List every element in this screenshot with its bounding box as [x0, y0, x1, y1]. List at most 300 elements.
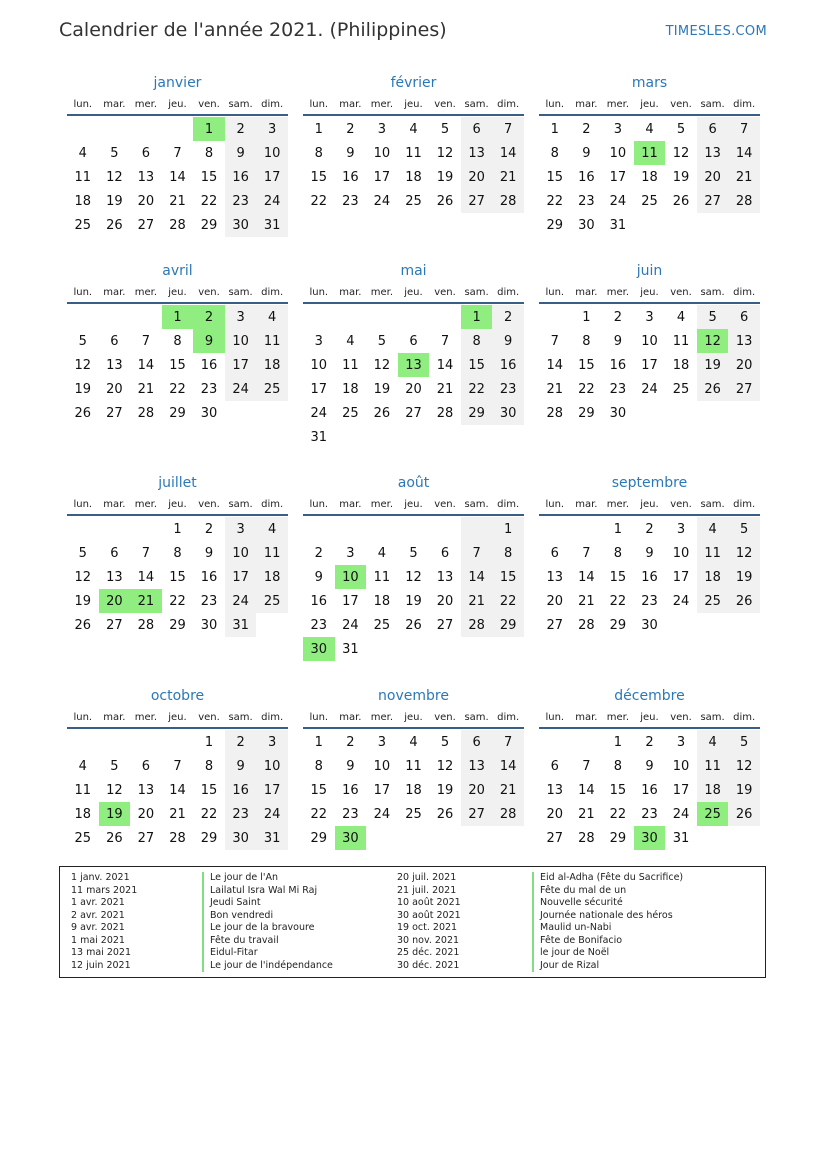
day-cell[interactable]: 28 — [546, 405, 564, 421]
day-cell[interactable]: 19 — [436, 782, 454, 798]
holiday-day[interactable]: 1 — [193, 117, 225, 141]
day-cell[interactable]: 23 — [310, 617, 328, 633]
day-cell[interactable]: 24 — [256, 189, 288, 213]
day-cell[interactable]: 2 — [225, 117, 257, 141]
day-cell[interactable]: 27 — [405, 405, 422, 421]
day-cell[interactable]: 8 — [461, 329, 493, 353]
day-cell[interactable]: 7 — [550, 333, 559, 349]
day-cell[interactable]: 11 — [405, 145, 422, 161]
day-cell[interactable]: 12 — [74, 357, 92, 373]
day-cell[interactable]: 5 — [110, 145, 119, 161]
day-cell[interactable]: 25 — [405, 193, 422, 209]
day-cell[interactable]: 19 — [106, 193, 123, 209]
day-cell[interactable]: 4 — [409, 734, 418, 750]
day-cell[interactable]: 16 — [200, 569, 218, 585]
day-cell[interactable]: 26 — [106, 217, 123, 233]
day-cell[interactable]: 22 — [169, 381, 186, 397]
day-cell[interactable]: 15 — [310, 169, 328, 185]
day-cell[interactable]: 4 — [409, 121, 418, 137]
day-cell[interactable]: 6 — [409, 333, 418, 349]
day-cell[interactable]: 29 — [169, 405, 186, 421]
day-cell[interactable]: 19 — [697, 353, 729, 377]
day-cell[interactable]: 11 — [256, 541, 288, 565]
day-cell[interactable]: 12 — [728, 754, 760, 778]
day-cell[interactable]: 14 — [461, 565, 493, 589]
day-cell[interactable]: 2 — [645, 734, 654, 750]
day-cell[interactable]: 29 — [546, 217, 564, 233]
day-cell[interactable]: 18 — [641, 169, 658, 185]
day-cell[interactable]: 29 — [578, 405, 595, 421]
day-cell[interactable]: 26 — [373, 405, 391, 421]
day-cell[interactable]: 29 — [609, 617, 627, 633]
day-cell[interactable]: 23 — [342, 806, 359, 822]
day-cell[interactable]: 27 — [728, 377, 760, 401]
day-cell[interactable]: 3 — [225, 305, 257, 329]
day-cell[interactable]: 31 — [672, 830, 690, 846]
day-cell[interactable]: 23 — [492, 377, 524, 401]
day-cell[interactable]: 25 — [373, 617, 391, 633]
day-cell[interactable]: 18 — [405, 782, 422, 798]
day-cell[interactable]: 4 — [676, 309, 686, 325]
day-cell[interactable]: 6 — [110, 333, 119, 349]
day-cell[interactable]: 21 — [461, 589, 493, 613]
day-cell[interactable]: 12 — [728, 541, 760, 565]
day-cell[interactable]: 9 — [225, 141, 257, 165]
day-cell[interactable]: 30 — [578, 217, 595, 233]
day-cell[interactable]: 28 — [436, 405, 454, 421]
day-cell[interactable]: 3 — [377, 734, 387, 750]
day-cell[interactable]: 14 — [169, 169, 186, 185]
day-cell[interactable]: 24 — [225, 589, 257, 613]
holiday-day[interactable]: 10 — [335, 565, 367, 589]
day-cell[interactable]: 24 — [310, 405, 328, 421]
day-cell[interactable]: 29 — [461, 401, 493, 425]
holiday-day[interactable]: 2 — [193, 305, 225, 329]
holiday-day[interactable]: 25 — [697, 802, 729, 826]
day-cell[interactable]: 28 — [492, 802, 524, 826]
day-cell[interactable]: 3 — [256, 117, 288, 141]
day-cell[interactable]: 12 — [106, 782, 123, 798]
day-cell[interactable]: 17 — [225, 565, 257, 589]
day-cell[interactable]: 23 — [200, 593, 218, 609]
day-cell[interactable]: 15 — [609, 569, 627, 585]
day-cell[interactable]: 22 — [310, 193, 328, 209]
day-cell[interactable]: 26 — [728, 589, 760, 613]
day-cell[interactable]: 21 — [728, 165, 760, 189]
day-cell[interactable]: 10 — [373, 145, 391, 161]
day-cell[interactable]: 28 — [169, 217, 186, 233]
day-cell[interactable]: 15 — [200, 782, 218, 798]
day-cell[interactable]: 17 — [672, 782, 690, 798]
day-cell[interactable]: 10 — [609, 145, 627, 161]
day-cell[interactable]: 28 — [728, 189, 760, 213]
day-cell[interactable]: 21 — [169, 806, 186, 822]
day-cell[interactable]: 23 — [641, 806, 658, 822]
day-cell[interactable]: 15 — [578, 357, 595, 373]
day-cell[interactable]: 26 — [436, 193, 454, 209]
day-cell[interactable]: 28 — [137, 617, 155, 633]
day-cell[interactable]: 10 — [672, 545, 690, 561]
day-cell[interactable]: 13 — [137, 782, 155, 798]
day-cell[interactable]: 15 — [310, 782, 328, 798]
day-cell[interactable]: 20 — [546, 593, 564, 609]
day-cell[interactable]: 5 — [440, 121, 450, 137]
day-cell[interactable]: 8 — [613, 758, 623, 774]
day-cell[interactable]: 21 — [578, 593, 595, 609]
day-cell[interactable]: 30 — [641, 617, 658, 633]
day-cell[interactable]: 8 — [204, 145, 214, 161]
day-cell[interactable]: 11 — [697, 541, 729, 565]
day-cell[interactable]: 9 — [645, 545, 654, 561]
day-cell[interactable]: 7 — [173, 145, 182, 161]
day-cell[interactable]: 8 — [314, 145, 323, 161]
day-cell[interactable]: 12 — [74, 569, 92, 585]
day-cell[interactable]: 8 — [314, 758, 323, 774]
day-cell[interactable]: 24 — [373, 806, 391, 822]
day-cell[interactable]: 26 — [728, 802, 760, 826]
day-cell[interactable]: 31 — [256, 213, 288, 237]
day-cell[interactable]: 17 — [342, 593, 359, 609]
day-cell[interactable]: 8 — [613, 545, 623, 561]
day-cell[interactable]: 5 — [78, 545, 87, 561]
day-cell[interactable]: 1 — [613, 521, 623, 537]
day-cell[interactable]: 3 — [377, 121, 387, 137]
day-cell[interactable]: 15 — [200, 169, 218, 185]
day-cell[interactable]: 15 — [546, 169, 564, 185]
day-cell[interactable]: 21 — [546, 381, 564, 397]
day-cell[interactable]: 2 — [582, 121, 591, 137]
day-cell[interactable]: 30 — [609, 405, 627, 421]
day-cell[interactable]: 14 — [169, 782, 186, 798]
day-cell[interactable]: 7 — [461, 541, 493, 565]
day-cell[interactable]: 11 — [672, 333, 690, 349]
day-cell[interactable]: 1 — [314, 734, 323, 750]
day-cell[interactable]: 22 — [169, 593, 186, 609]
day-cell[interactable]: 21 — [578, 806, 595, 822]
day-cell[interactable]: 9 — [204, 545, 214, 561]
day-cell[interactable]: 23 — [225, 802, 257, 826]
day-cell[interactable]: 9 — [645, 758, 654, 774]
day-cell[interactable]: 28 — [578, 830, 595, 846]
day-cell[interactable]: 30 — [200, 617, 218, 633]
day-cell[interactable]: 21 — [436, 381, 454, 397]
holiday-day[interactable]: 20 — [99, 589, 131, 613]
day-cell[interactable]: 24 — [609, 193, 627, 209]
holiday-day[interactable]: 30 — [303, 637, 335, 661]
day-cell[interactable]: 10 — [373, 758, 391, 774]
day-cell[interactable]: 18 — [74, 193, 92, 209]
day-cell[interactable]: 17 — [256, 778, 288, 802]
day-cell[interactable]: 5 — [697, 305, 729, 329]
day-cell[interactable]: 4 — [377, 545, 387, 561]
day-cell[interactable]: 3 — [613, 121, 623, 137]
day-cell[interactable]: 20 — [137, 193, 155, 209]
day-cell[interactable]: 31 — [310, 429, 328, 445]
holiday-day[interactable]: 13 — [398, 353, 430, 377]
day-cell[interactable]: 16 — [342, 782, 359, 798]
day-cell[interactable]: 30 — [200, 405, 218, 421]
day-cell[interactable]: 29 — [609, 830, 627, 846]
day-cell[interactable]: 6 — [110, 545, 119, 561]
day-cell[interactable]: 23 — [342, 193, 359, 209]
day-cell[interactable]: 18 — [256, 565, 288, 589]
day-cell[interactable]: 27 — [461, 189, 493, 213]
day-cell[interactable]: 10 — [641, 333, 658, 349]
day-cell[interactable]: 25 — [342, 405, 359, 421]
day-cell[interactable]: 16 — [342, 169, 359, 185]
day-cell[interactable]: 11 — [74, 169, 92, 185]
day-cell[interactable]: 11 — [697, 754, 729, 778]
day-cell[interactable]: 19 — [436, 169, 454, 185]
day-cell[interactable]: 31 — [609, 217, 627, 233]
day-cell[interactable]: 27 — [461, 802, 493, 826]
day-cell[interactable]: 27 — [546, 830, 564, 846]
holiday-day[interactable]: 11 — [634, 141, 666, 165]
day-cell[interactable]: 10 — [672, 758, 690, 774]
day-cell[interactable]: 8 — [173, 545, 182, 561]
day-cell[interactable]: 10 — [310, 357, 328, 373]
day-cell[interactable]: 16 — [200, 357, 218, 373]
day-cell[interactable]: 9 — [613, 333, 623, 349]
day-cell[interactable]: 3 — [676, 734, 686, 750]
holiday-day[interactable]: 1 — [461, 305, 493, 329]
day-cell[interactable]: 17 — [310, 381, 328, 397]
day-cell[interactable]: 7 — [440, 333, 450, 349]
day-cell[interactable]: 23 — [578, 193, 595, 209]
day-cell[interactable]: 14 — [728, 141, 760, 165]
day-cell[interactable]: 8 — [550, 145, 559, 161]
day-cell[interactable]: 27 — [106, 405, 123, 421]
day-cell[interactable]: 4 — [346, 333, 355, 349]
day-cell[interactable]: 26 — [106, 830, 123, 846]
day-cell[interactable]: 5 — [377, 333, 387, 349]
day-cell[interactable]: 5 — [110, 758, 119, 774]
day-cell[interactable]: 18 — [697, 778, 729, 802]
day-cell[interactable]: 16 — [225, 165, 257, 189]
day-cell[interactable]: 29 — [200, 830, 218, 846]
day-cell[interactable]: 22 — [200, 193, 218, 209]
day-cell[interactable]: 27 — [137, 830, 155, 846]
day-cell[interactable]: 9 — [314, 569, 323, 585]
day-cell[interactable]: 2 — [492, 305, 524, 329]
day-cell[interactable]: 28 — [461, 613, 493, 637]
day-cell[interactable]: 29 — [310, 830, 328, 846]
day-cell[interactable]: 24 — [641, 381, 658, 397]
day-cell[interactable]: 12 — [436, 758, 454, 774]
day-cell[interactable]: 23 — [641, 593, 658, 609]
day-cell[interactable]: 28 — [578, 617, 595, 633]
day-cell[interactable]: 13 — [461, 141, 493, 165]
day-cell[interactable]: 20 — [546, 806, 564, 822]
day-cell[interactable]: 6 — [550, 545, 559, 561]
day-cell[interactable]: 13 — [436, 569, 454, 585]
day-cell[interactable]: 31 — [225, 613, 257, 637]
day-cell[interactable]: 2 — [346, 734, 355, 750]
day-cell[interactable]: 22 — [200, 806, 218, 822]
day-cell[interactable]: 7 — [582, 545, 591, 561]
day-cell[interactable]: 20 — [106, 381, 123, 397]
day-cell[interactable]: 14 — [137, 357, 155, 373]
day-cell[interactable]: 1 — [550, 121, 559, 137]
day-cell[interactable]: 13 — [697, 141, 729, 165]
day-cell[interactable]: 3 — [645, 309, 654, 325]
day-cell[interactable]: 14 — [578, 782, 595, 798]
day-cell[interactable]: 2 — [346, 121, 355, 137]
day-cell[interactable]: 20 — [405, 381, 422, 397]
day-cell[interactable]: 4 — [256, 517, 288, 541]
day-cell[interactable]: 11 — [256, 329, 288, 353]
holiday-day[interactable]: 1 — [162, 305, 194, 329]
day-cell[interactable]: 4 — [645, 121, 654, 137]
day-cell[interactable]: 19 — [405, 593, 422, 609]
day-cell[interactable]: 5 — [409, 545, 418, 561]
day-cell[interactable]: 22 — [578, 381, 595, 397]
day-cell[interactable]: 12 — [405, 569, 422, 585]
day-cell[interactable]: 4 — [697, 517, 729, 541]
day-cell[interactable]: 1 — [492, 517, 524, 541]
day-cell[interactable]: 1 — [314, 121, 323, 137]
day-cell[interactable]: 27 — [106, 617, 123, 633]
day-cell[interactable]: 29 — [492, 613, 524, 637]
day-cell[interactable]: 14 — [546, 357, 564, 373]
day-cell[interactable]: 9 — [346, 145, 355, 161]
day-cell[interactable]: 2 — [613, 309, 623, 325]
day-cell[interactable]: 8 — [582, 333, 591, 349]
day-cell[interactable]: 26 — [697, 377, 729, 401]
day-cell[interactable]: 24 — [256, 802, 288, 826]
day-cell[interactable]: 25 — [405, 806, 422, 822]
day-cell[interactable]: 16 — [609, 357, 627, 373]
day-cell[interactable]: 25 — [74, 217, 92, 233]
day-cell[interactable]: 29 — [169, 617, 186, 633]
day-cell[interactable]: 21 — [137, 381, 155, 397]
day-cell[interactable]: 6 — [461, 730, 493, 754]
holiday-day[interactable]: 30 — [335, 826, 367, 850]
day-cell[interactable]: 19 — [74, 381, 92, 397]
day-cell[interactable]: 23 — [225, 189, 257, 213]
day-cell[interactable]: 26 — [74, 617, 92, 633]
day-cell[interactable]: 10 — [256, 754, 288, 778]
day-cell[interactable]: 7 — [141, 545, 151, 561]
day-cell[interactable]: 27 — [697, 189, 729, 213]
day-cell[interactable]: 5 — [440, 734, 450, 750]
holiday-day[interactable]: 9 — [193, 329, 225, 353]
day-cell[interactable]: 30 — [225, 826, 257, 850]
day-cell[interactable]: 25 — [672, 381, 690, 397]
day-cell[interactable]: 13 — [106, 357, 123, 373]
day-cell[interactable]: 28 — [169, 830, 186, 846]
day-cell[interactable]: 20 — [137, 806, 155, 822]
day-cell[interactable]: 16 — [225, 778, 257, 802]
day-cell[interactable]: 11 — [74, 782, 92, 798]
day-cell[interactable]: 5 — [78, 333, 87, 349]
day-cell[interactable]: 14 — [436, 357, 454, 373]
holiday-day[interactable]: 12 — [697, 329, 729, 353]
day-cell[interactable]: 31 — [256, 826, 288, 850]
day-cell[interactable]: 13 — [546, 569, 564, 585]
day-cell[interactable]: 15 — [461, 353, 493, 377]
day-cell[interactable]: 6 — [440, 545, 450, 561]
day-cell[interactable]: 26 — [672, 193, 690, 209]
day-cell[interactable]: 16 — [492, 353, 524, 377]
day-cell[interactable]: 16 — [310, 593, 328, 609]
day-cell[interactable]: 6 — [550, 758, 559, 774]
day-cell[interactable]: 16 — [641, 782, 658, 798]
day-cell[interactable]: 30 — [492, 401, 524, 425]
day-cell[interactable]: 21 — [492, 165, 524, 189]
day-cell[interactable]: 9 — [492, 329, 524, 353]
day-cell[interactable]: 1 — [173, 521, 182, 537]
day-cell[interactable]: 6 — [697, 117, 729, 141]
day-cell[interactable]: 7 — [582, 758, 591, 774]
day-cell[interactable]: 18 — [74, 806, 92, 822]
day-cell[interactable]: 17 — [641, 357, 658, 373]
day-cell[interactable]: 5 — [728, 517, 760, 541]
day-cell[interactable]: 6 — [461, 117, 493, 141]
day-cell[interactable]: 13 — [461, 754, 493, 778]
day-cell[interactable]: 9 — [225, 754, 257, 778]
day-cell[interactable]: 19 — [373, 381, 391, 397]
day-cell[interactable]: 24 — [672, 806, 690, 822]
day-cell[interactable]: 20 — [436, 593, 454, 609]
day-cell[interactable]: 5 — [676, 121, 686, 137]
day-cell[interactable]: 14 — [578, 569, 595, 585]
day-cell[interactable]: 11 — [342, 357, 359, 373]
day-cell[interactable]: 3 — [225, 517, 257, 541]
day-cell[interactable]: 27 — [137, 217, 155, 233]
day-cell[interactable]: 25 — [641, 193, 658, 209]
holiday-day[interactable]: 19 — [99, 802, 131, 826]
day-cell[interactable]: 6 — [141, 758, 151, 774]
day-cell[interactable]: 24 — [225, 377, 257, 401]
day-cell[interactable]: 4 — [78, 758, 87, 774]
day-cell[interactable]: 24 — [672, 593, 690, 609]
day-cell[interactable]: 12 — [436, 145, 454, 161]
day-cell[interactable]: 3 — [346, 545, 355, 561]
day-cell[interactable]: 22 — [546, 193, 564, 209]
day-cell[interactable]: 17 — [672, 569, 690, 585]
day-cell[interactable]: 15 — [492, 565, 524, 589]
day-cell[interactable]: 15 — [169, 569, 186, 585]
day-cell[interactable]: 2 — [314, 545, 323, 561]
day-cell[interactable]: 25 — [74, 830, 92, 846]
day-cell[interactable]: 25 — [697, 589, 729, 613]
day-cell[interactable]: 3 — [256, 730, 288, 754]
holiday-day[interactable]: 30 — [634, 826, 666, 850]
day-cell[interactable]: 23 — [200, 381, 218, 397]
day-cell[interactable]: 9 — [582, 145, 591, 161]
day-cell[interactable]: 22 — [609, 806, 627, 822]
day-cell[interactable]: 26 — [436, 806, 454, 822]
day-cell[interactable]: 6 — [141, 145, 151, 161]
day-cell[interactable]: 24 — [373, 193, 391, 209]
day-cell[interactable]: 11 — [373, 569, 391, 585]
day-cell[interactable]: 4 — [78, 145, 87, 161]
day-cell[interactable]: 2 — [225, 730, 257, 754]
day-cell[interactable]: 8 — [204, 758, 214, 774]
day-cell[interactable]: 16 — [578, 169, 595, 185]
day-cell[interactable]: 20 — [461, 778, 493, 802]
day-cell[interactable]: 2 — [645, 521, 654, 537]
day-cell[interactable]: 25 — [256, 589, 288, 613]
day-cell[interactable]: 19 — [728, 778, 760, 802]
day-cell[interactable]: 14 — [137, 569, 155, 585]
day-cell[interactable]: 22 — [492, 589, 524, 613]
day-cell[interactable]: 15 — [609, 782, 627, 798]
day-cell[interactable]: 10 — [256, 141, 288, 165]
day-cell[interactable]: 13 — [106, 569, 123, 585]
day-cell[interactable]: 28 — [137, 405, 155, 421]
